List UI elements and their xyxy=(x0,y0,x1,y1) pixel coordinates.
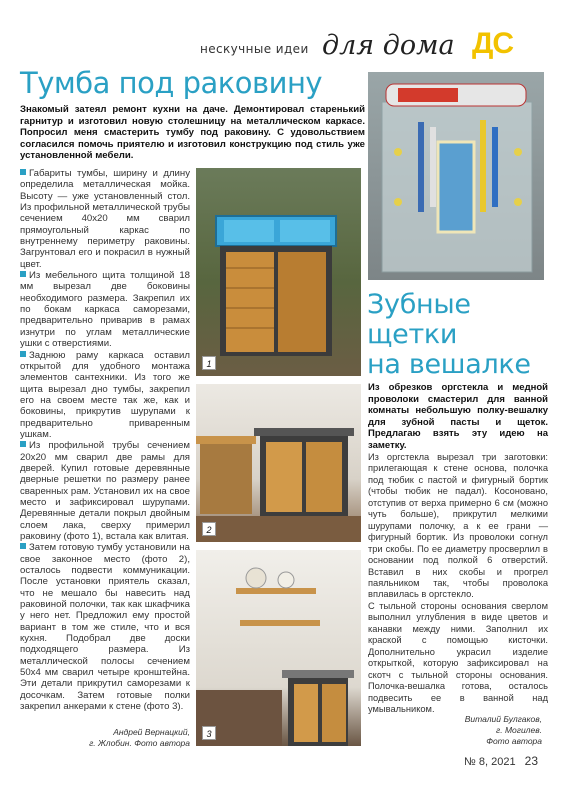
article1-paragraph: Заднюю раму каркаса оставил открытой для удобного монтажа элементов сантехники. Из того же щита вырезал дно тумбы, закрепил его на своем месте так же, как и боковины, прикрутив шурупами к предварительно приваренным ушкам. xyxy=(20,349,190,440)
article2-author: Виталий Булгаков, xyxy=(464,714,542,724)
photo-number: 1 xyxy=(202,356,216,370)
magazine-logo: ДС xyxy=(472,27,514,60)
toothbrush-holder-illustration xyxy=(368,72,544,280)
bullet-square-icon xyxy=(20,351,26,357)
photo-toothbrush-holder xyxy=(368,72,544,280)
issue-number: № 8, 2021 xyxy=(464,756,516,768)
article2-signature xyxy=(420,714,542,747)
bullet-square-icon xyxy=(20,543,26,549)
article1-paragraph: Габариты тумбы, ширину и длину определила металлическая мойка. Высоту — уже установленный стол. Из профильной металлической трубы сечением 40х20 мм сварил прямоугольный каркас по внутреннему периметру раковины. Загрунтовал его и покрасил в нужный цвет. xyxy=(20,168,190,270)
page-number: 23 xyxy=(524,754,538,768)
photo-number: 2 xyxy=(202,522,216,536)
installed-cabinet-illustration xyxy=(196,384,361,542)
article2-photo-credit: Фото автора xyxy=(486,736,542,746)
article2-title-line: на вешалке xyxy=(367,349,531,380)
article1-paragraph: Из профильной трубы сечением 20х20 мм сварил две рамы для дверей. Купил готовые деревянные дверные решетки по размеру ранее сваренных рам. Установил их на свое место и зафиксировал шурупами. Деревянные детали покрыл двойным слоем лака, сверху примерил раковину (фото 1), встала как влитая. xyxy=(20,440,190,542)
article2-body xyxy=(368,452,548,715)
section-title: для дома xyxy=(322,30,455,61)
article1-lead: Знакомый затеял ремонт кухни на даче. Демонтировал старенький гарнитур и изготовил новую столешницу на металлическом каркасе. Попросил меня смастерить тумбу под раковину. С удовольствием согласился помочь приятелю и изготовил конструкцию под стиль уже установленной мебели. xyxy=(20,104,365,162)
rubric-label: нескучные идеи xyxy=(200,42,309,56)
article2-paragraph: С тыльной стороны основания сверлом выполнил углубления в виде цветов и канавки между ними. Заполнил их краской с помощью кисточки. Дополнительно украсил изделие открыткой, которую зафиксировал на скотч с тыльной стороны основания. Полочка-вешалка готова, осталось подвесить ее в ванной над умывальником. xyxy=(368,600,548,714)
article1-paragraph: Затем готовую тумбу установили на свое законное место (фото 2), осталось подвести коммуникации. После установки приятель сказал, что не мешало бы навесить над раковиной полочки, так как шкафчика у него нет. Предложил ему простой вариант в том же стиле, что и вся кухня. Подобрал две доски подходящего размера. Из металлической полосы сечением 50х4 мм сварил четыре кронштейна. Эти детали прикрутил саморезами к досочкам. Затем готовые полки закрепил анкерами к стене (фото 3). xyxy=(20,542,190,713)
article2-paragraph: Из оргстекла вырезал три заготовки: прилегающая к стене основа, полочка под тюбик с пастой и фигурный бортик (чтобы тюбик не падал). Косоновано, отступив от верха примерно 6 см (можно чуть больше), прикрутил мелкими шурупами полочку, а к ее грани — фигурный бортик. Из проволоки согнул три скобы. По ее диаметру просверлил в основании под полкой 6 отверстий. Вставил в них скобы и прогрел паяльником так, чтобы проволока вплавилась в оргстекло. xyxy=(368,452,548,600)
article2-title-line: щетки xyxy=(367,319,458,350)
bullet-square-icon xyxy=(20,441,26,447)
photo-cabinet-installed xyxy=(196,384,361,542)
article1-paragraph: Из мебельного щита толщиной 18 мм вырезал две боковины необходимого размера. Закрепил их по бокам каркаса саморезами, предварительно приварив в рамах изнутри по углам металлические ушки с отверстиями. xyxy=(20,270,190,350)
article2-title xyxy=(367,290,547,380)
article1-body xyxy=(20,168,190,713)
article2-lead: Из обрезков оргстекла и медной проволоки смастерил для ванной комнаты небольшую полку-вешалку для зубной пасты и щеток. Предлагаю взять эту идею на заметку. xyxy=(368,382,548,451)
page-footer xyxy=(464,754,538,768)
article2-city: г. Могилев. xyxy=(496,725,542,735)
article2-title-line: Зубные xyxy=(367,289,471,320)
bullet-square-icon xyxy=(20,169,26,175)
photo-number: 3 xyxy=(202,726,216,740)
article1-signature xyxy=(70,727,190,749)
photo-shelves xyxy=(196,550,361,746)
sink-cabinet-illustration xyxy=(196,168,361,376)
article1-city: г. Жлобин. Фото автора xyxy=(89,738,190,748)
article1-author: Андрей Вернацкий, xyxy=(113,727,190,737)
magazine-header xyxy=(0,26,562,66)
bullet-square-icon xyxy=(20,271,26,277)
article1-title: Тумба под раковину xyxy=(20,66,323,100)
photo-sink-cabinet xyxy=(196,168,361,376)
shelves-illustration xyxy=(196,550,361,746)
